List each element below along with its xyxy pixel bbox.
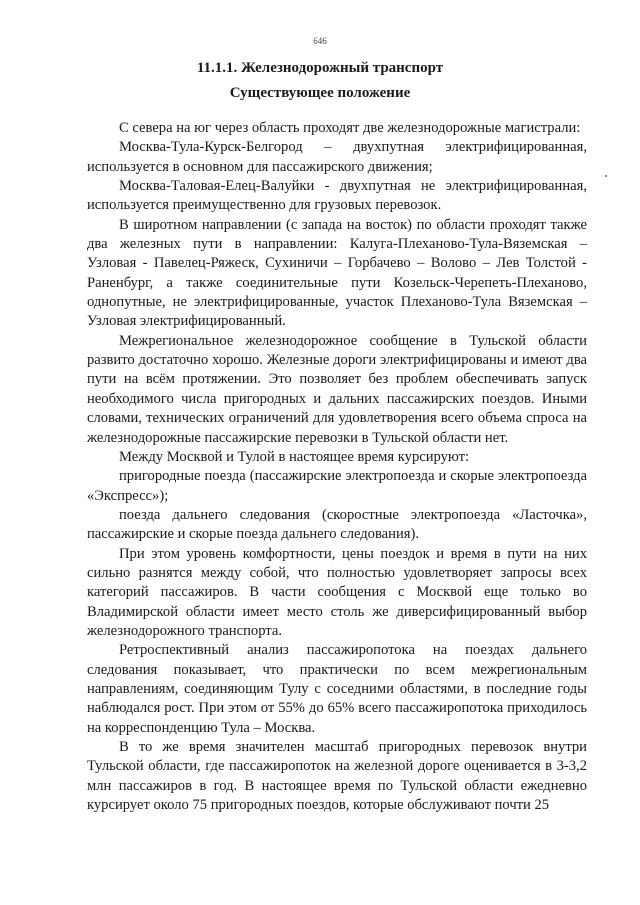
paragraph-retrospective-analysis: Ретроспективный анализ пассажиропотока на поездах дальнего следования показывает, что практически по всем межрегиональным направлениям, соединяющим Тулу с соседними областями, в последние годы наблюдался рост. При этом от 55% до 65% всего пассажиропотока приходилось на корреспонденцию Тула – Москва. (87, 642, 587, 736)
section-title: 11.1.1. Железнодорожный транспорт (196, 60, 444, 76)
section-subtitle: Существующее положение (229, 85, 411, 101)
scan-speck (605, 175, 607, 177)
paragraph-suburban-trains: пригородные поезда (пассажирские электропоезда и скорые электропоезда «Экспресс»); (87, 468, 587, 504)
paragraph-comfort-levels: При этом уровень комфортности, цены поездок и время в пути на них сильно разнятся между собой, что полностью удовлетворяет запросы всех категорий пассажиров. В части сообщения с Москвой еще только во Владимирской области имеет место столь же диверсифицированный выбор железнодорожного транспорта. (87, 545, 587, 639)
paragraph-suburban-volume: В то же время значителен масштаб пригородных перевозок внутри Тульской области, где пассажиропоток на железной дороге оценивается в 3-3,2 млн пассажиров в год. В настоящее время по Тульской области ежедневно курсирует около 75 пригородных поездов, которые обслуживают почти 25 (87, 739, 587, 814)
paragraph-latitudinal-routes: В широтном направлении (с запада на восток) по области проходят также два железных пути в направлении: Калуга-Плеханово-Тула-Вяземская – Узловая - Павелец-Ряжеск, Сухиничи – Горбачево – Волово – Лев Толстой - Раненбург, а также соединительные пути Козельск-Черепеть-Плеханово, однопутные, не электрифицированные, участок Плеханово-Тула Вяземская – Узловая электрифицированный. (87, 216, 587, 330)
paragraph-moscow-tula-trains: Между Москвой и Тулой в настоящее время курсируют: (119, 448, 470, 465)
page-number: 646 (313, 36, 327, 46)
paragraph-long-distance-trains: поезда дальнего следования (скоростные электропоезда «Ласточка», пассажирские и скорые поезда дальнего следования). (87, 506, 587, 543)
paragraph-interregional: Межрегиональное железнодорожное сообщение в Тульской области развито достаточно хорошо. Железные дороги электрифицированы и имеют два пути на всём протяжении. Это позволяет без проблем обеспечивать запуск необходимого числа пригородных и дальних пассажирских поездов. Иными словами, технических ограничений для удовлетворения всего объема спроса на железнодорожные пассажирские перевозки в Тульской области нет. (87, 332, 587, 446)
paragraph-line-moscow-valuyki: Москва-Таловая-Елец-Валуйки - двухпутная не электрифицированная, используется преимущественно для грузовых перевозок. (87, 178, 587, 214)
paragraph-intro: С севера на юг через область проходят две железнодорожные магистрали: (119, 120, 581, 136)
paragraph-line-moscow-belgorod: Москва-Тула-Курск-Белгород – двухпутная электрифицированная, используется в основном для пассажирского движения; (87, 139, 587, 175)
body-text (87, 119, 587, 815)
